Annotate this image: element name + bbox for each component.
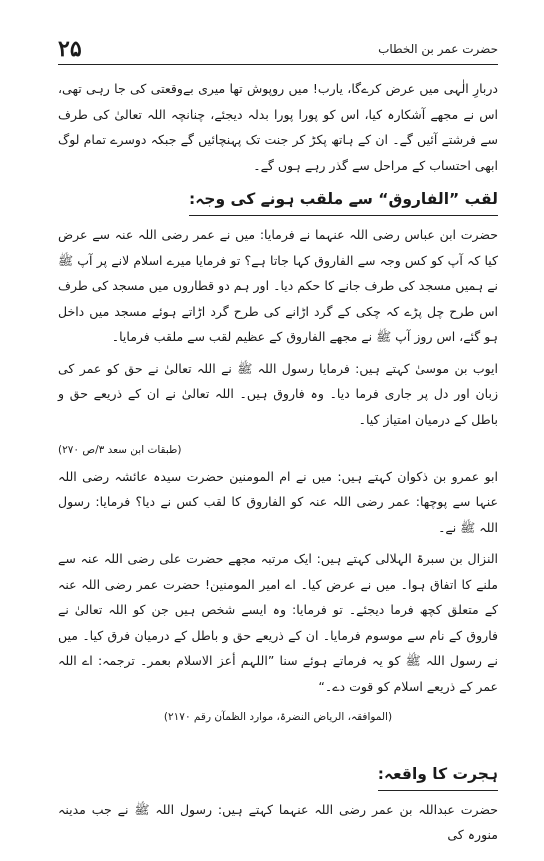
paragraph-5: النزال بن سبرۃ الہلالی کہتے ہیں: ایک مرتبہ مجھے حضرت علی رضی اللہ عنہ سے ملنے کا اتفاق ہوا۔ میں نے عرض کیا۔ اے امیر المومنین! حضرت عمر رضی اللہ عنہ کے متعلق کچھ فرما دیجئے۔ تو فرمایا: وہ ایسے شخص ہیں جن کو اللہ تعالیٰ نے فاروق کے نام سے موسوم فرمایا۔ ان کے ذریعے حق و باطل کے درمیان فرق کیا۔ میں نے رسول اللہ ﷺ کو یہ فرماتے ہوئے سنا ”اللہم أعز الاسلام بعمر۔ ترجمہ: اے اللہ عمر کے ذریعے اسلام کو قوت دے۔“ xyxy=(58,551,498,694)
section-heading-hijrat xyxy=(58,759,498,791)
page-header xyxy=(58,34,498,65)
running-head: حضرت عمر بن الخطاب xyxy=(378,42,498,56)
section-heading-farooq-text: لقب ”الفاروق“ سے ملقب ہونے کی وجہ: xyxy=(189,184,498,216)
section-heading-farooq xyxy=(58,184,498,216)
paragraph-2: حضرت ابن عباس رضی اللہ عنہما نے فرمایا: میں نے عمر رضی اللہ عنہ سے عرض کیا کہ آپ کو کس وجہ سے الفاروق کہا جاتا ہے؟ تو فرمایا میرے اسلام لانے پر آپ ﷺ نے ہمیں مسجد کی طرف جانے کا حکم دیا۔ اور ہم دو قطاروں میں مسجد کی طرف اس طرح چل پڑے کہ چکی کے گرد اڑانے کی طرح گرد اڑاتے ہوئے مسجد میں داخل ہو گئے، اس روز آپ ﷺ نے مجھے الفاروق کے عظیم لقب سے ملقب فرمایا۔ xyxy=(58,227,498,344)
page-number: ۲۵ xyxy=(58,36,82,62)
paragraph-4: ابو عمرو بن ذکوان کہتے ہیں: میں نے ام المومنین حضرت سیدہ عائشہ رضی اللہ عنہا سے پوچھا: عمر رضی اللہ عنہ کو الفاروق کا لقب کس نے دیا؟ فرمایا: رسول اللہ ﷺ نے۔ xyxy=(58,468,498,535)
section-heading-hijrat-text: ہجرت کا واقعہ: xyxy=(378,759,498,791)
page-body xyxy=(58,76,498,854)
reference-tabaqat: (طبقات ابن سعد ۳/ص ۲۷۰) xyxy=(58,444,182,456)
section-spacer xyxy=(58,735,498,757)
paragraph-6: حضرت عبداللہ بن عمر رضی اللہ عنہما کہتے ہیں: رسول اللہ ﷺ نے جب مدینہ منورہ کی xyxy=(58,801,498,842)
reference-muwafaqa: (الموافقہ، الریاض النضرۃ، موارد الظمآن رقم ۲۱۷۰) xyxy=(163,711,393,723)
paragraph-3: ایوب بن موسیٰ کہتے ہیں: فرمایا رسول اللہ ﷺ نے اللہ تعالیٰ نے حق کو عمر کی زبان اور دل پر جاری فرما دیا۔ وہ فاروق ہیں۔ اللہ تعالیٰ نے ان کے ذریعے حق و باطل کے درمیان امتیاز کیا۔ xyxy=(58,360,498,427)
paragraph-1: دربارِ الٰہی میں عرض کرےگا، یارب! میں روپوش تھا میری بےوقعتی کی جا رہی تھی، اس نے مجھے آشکارہ کیا، اس کو پورا پورا بدلہ دیجئے، چنانچہ اللہ تعالیٰ کی طرف سے فرشتے آئیں گے۔ ان کے ہاتھ پکڑ کر جنت تک پہنچائیں گے جبکہ دوسرے تمام لوگ ابھی احتساب کے مراحل سے گذر رہے ہوں گے۔ xyxy=(58,81,498,173)
